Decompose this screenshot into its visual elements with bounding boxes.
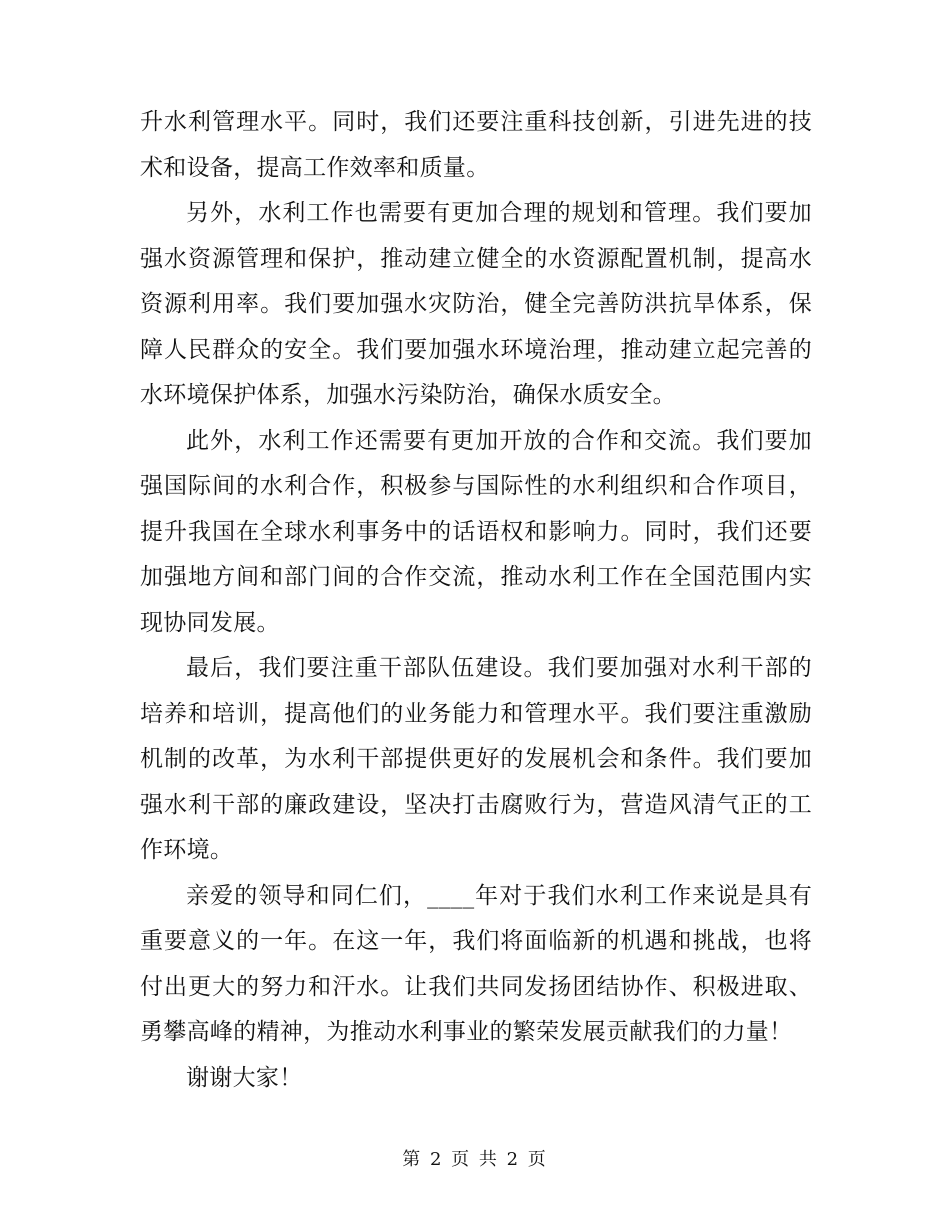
paragraph-thanks: 谢谢大家！ xyxy=(186,1064,303,1091)
document-body xyxy=(140,100,812,1101)
paragraph-continuation: 升水利管理水平。同时，我们还要注重科技创新，引进先进的技术和设备，提高工作效率和质量。 xyxy=(140,109,812,181)
paragraph-planning-management: 另外，水利工作也需要有更加合理的规划和管理。我们要加强水资源管理和保护，推动建立健全的水资源配置机制，提高水资源利用率。我们要加强水灾防治，健全完善防洪抗旱体系，保障人民群众的安全。我们要加强水环境治理，推动建立起完善的水环境保护体系，加强水污染防治，确保水质安全。 xyxy=(140,200,812,408)
paragraph-cooperation-exchange: 此外，水利工作还需要有更加开放的合作和交流。我们要加强国际间的水利合作，积极参与国际性的水利组织和合作项目，提升我国在全球水利事务中的话语权和影响力。同时，我们还要加强地方间和部门间的合作交流，推动水利工作在全国范围内实现协同发展。 xyxy=(140,427,812,636)
paragraph-cadre-building: 最后，我们要注重干部队伍建设。我们要加强对水利干部的培养和培训，提高他们的业务能力和管理水平。我们要注重激励机制的改革，为水利干部提供更好的发展机会和条件。我们要加强水利干部的廉政建设，坚决打击腐败行为，营造风清气正的工作环境。 xyxy=(140,655,812,863)
paragraph-closing-appeal: 亲爱的领导和同仁们，____年对于我们水利工作来说是具有重要意义的一年。在这一年，我们将面临新的机遇和挑战，也将付出更大的努力和汗水。让我们共同发扬团结协作、积极进取、勇攀高峰的精神，为推动水利事业的繁荣发展贡献我们的力量！ xyxy=(140,882,812,1045)
page-number-footer: 第 2 页 共 2 页 xyxy=(402,1149,548,1170)
